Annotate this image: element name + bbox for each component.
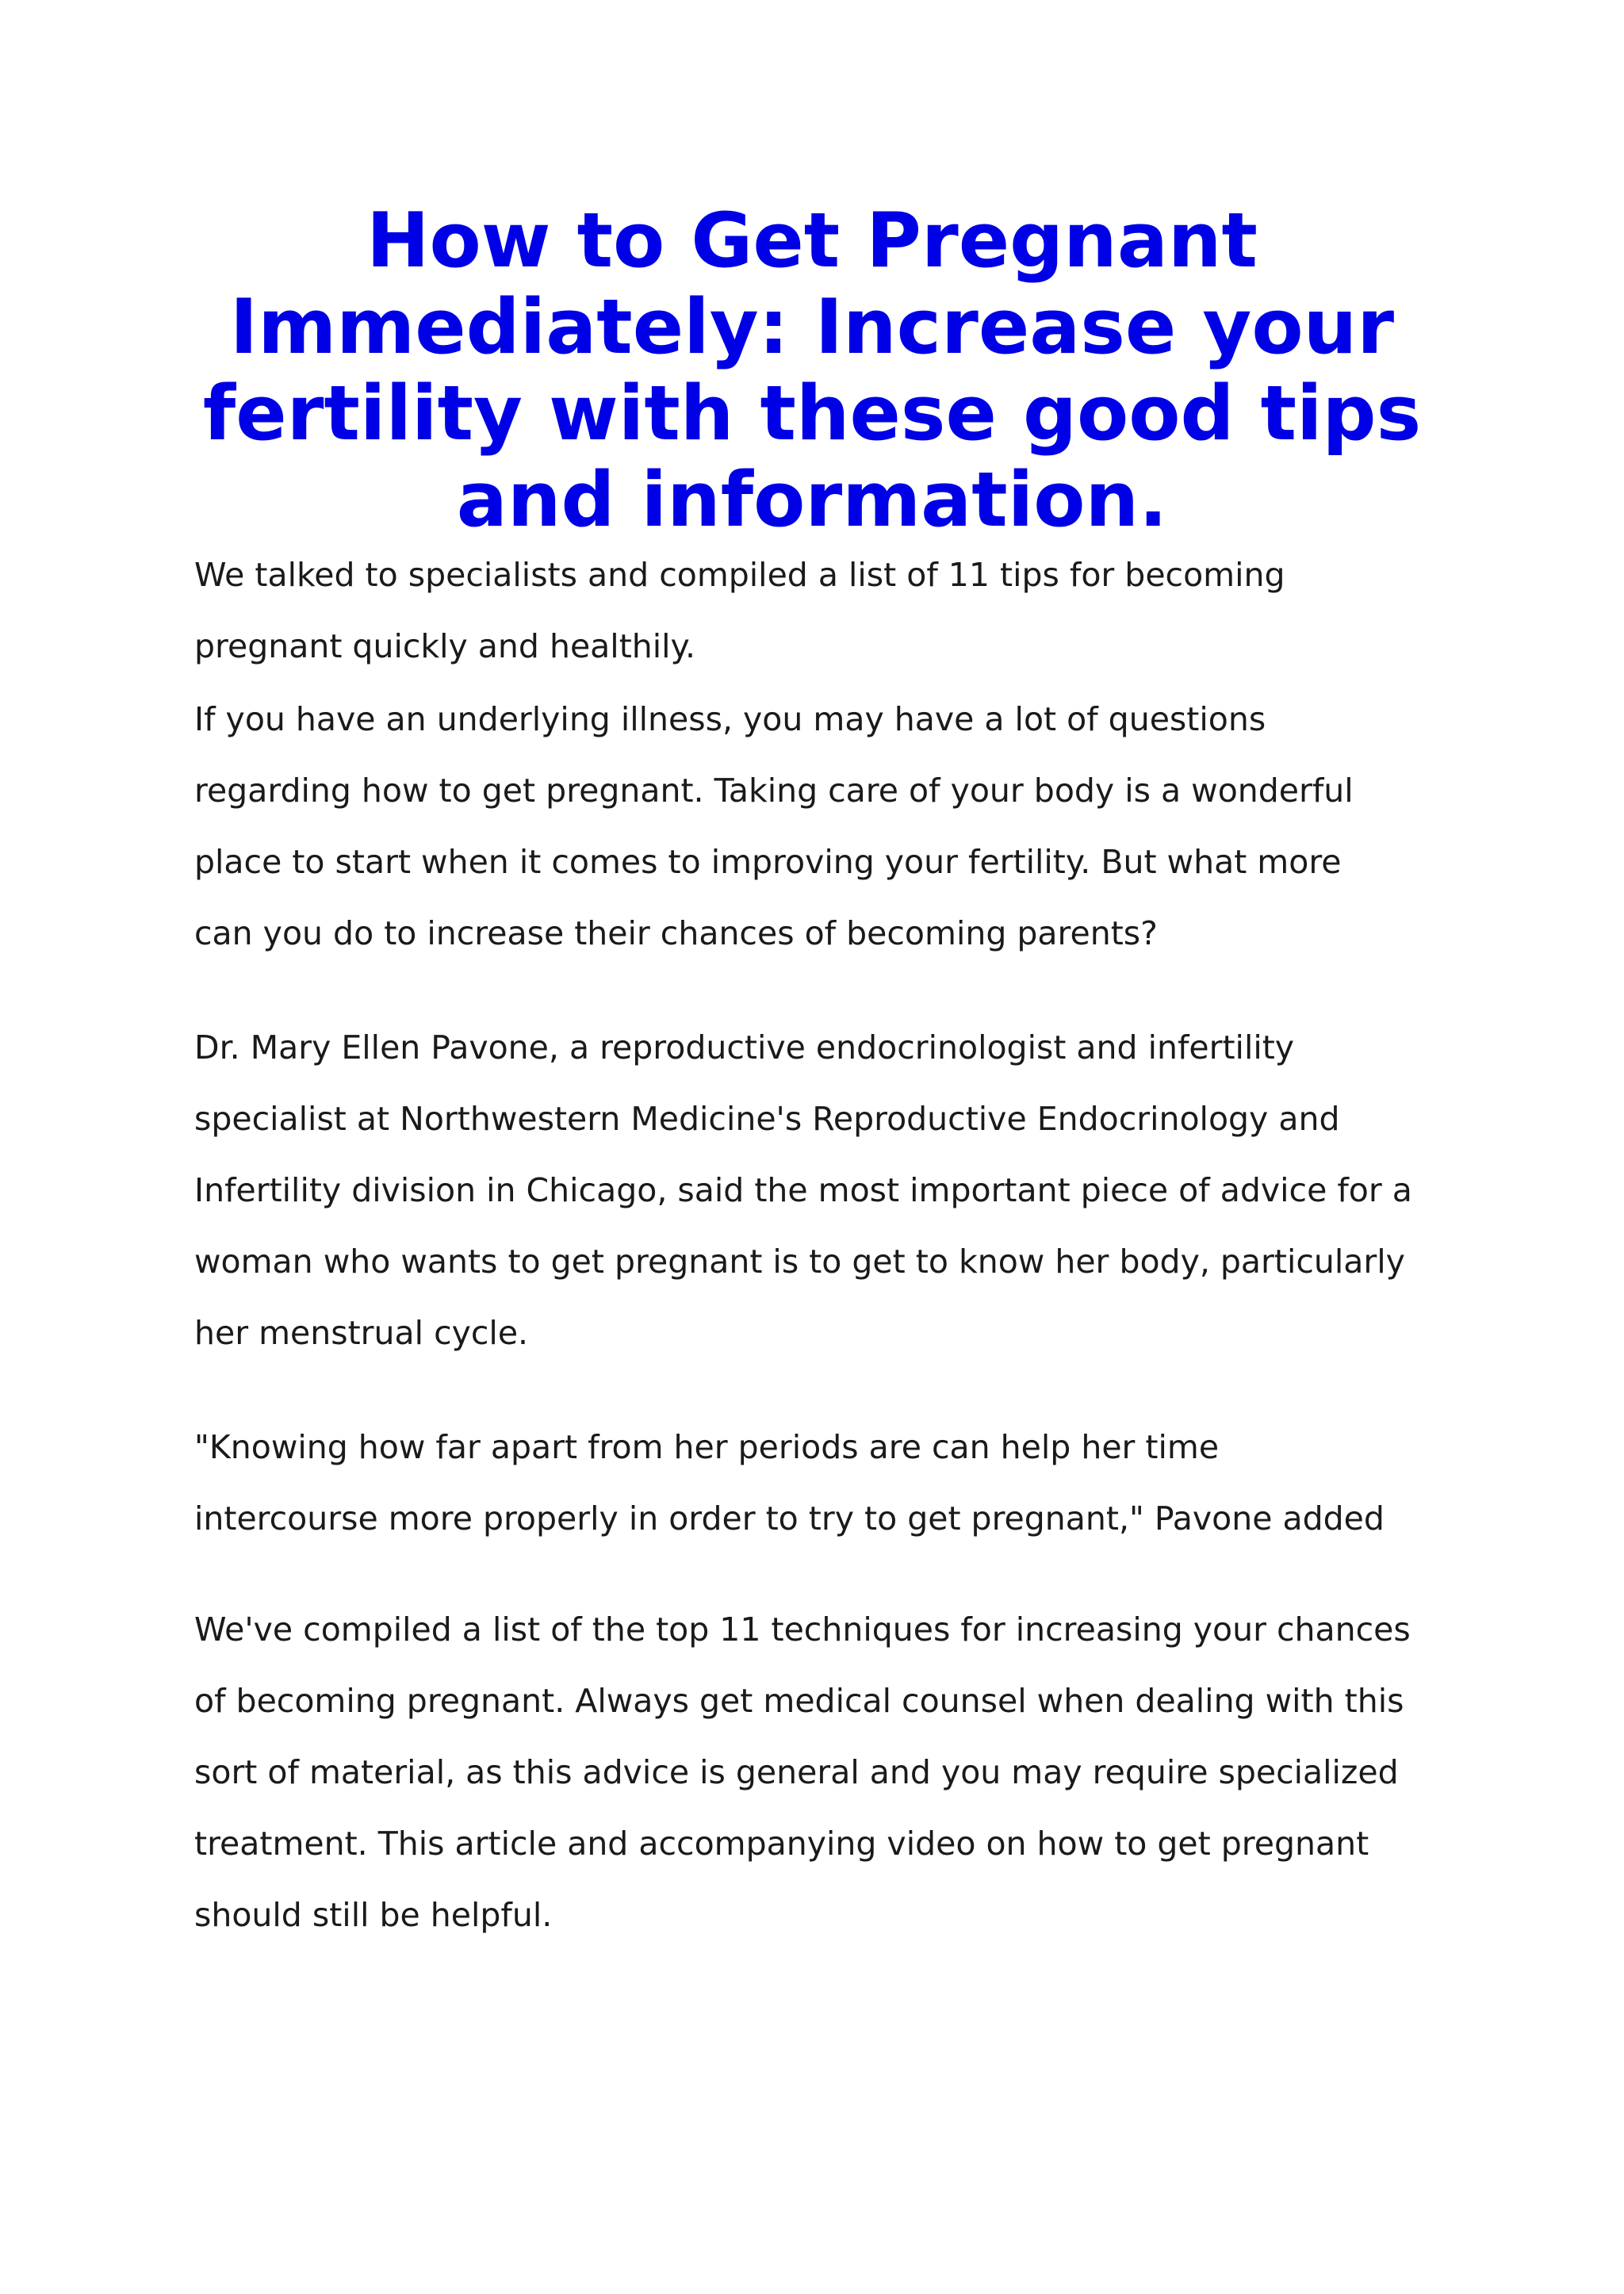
paragraph-underlying-illness: [194, 684, 1455, 969]
page-title: How to Get Pregnant Immediately: Increase your fertility with these good tips and information.: [202, 197, 1422, 544]
text-line: regarding how to get pregnant. Taking care of your body is a wonderful: [194, 772, 1354, 810]
text-line: place to start when it comes to improving your fertility. But what more: [194, 843, 1342, 881]
text-line: intercourse more properly in order to try to get pregnant," Pavone added: [194, 1499, 1385, 1538]
text-line: can you do to increase their chances of becoming parents?: [194, 914, 1158, 952]
paragraph-intro: [194, 539, 1455, 682]
text-line: We've compiled a list of the top 11 techniques for increasing your chances: [194, 1610, 1411, 1649]
text-line: Infertility division in Chicago, said the most important piece of advice for a: [194, 1171, 1412, 1209]
text-line: woman who wants to get pregnant is to get to know her body, particularly: [194, 1243, 1405, 1281]
paragraph-techniques: [194, 1594, 1455, 1951]
text-line: pregnant quickly and healthily.: [194, 627, 695, 665]
text-line: sort of material, as this advice is general and you may require specialized: [194, 1753, 1399, 1791]
text-line: specialist at Northwestern Medicine's Reproductive Endocrinology and: [194, 1100, 1340, 1138]
text-line: If you have an underlying illness, you may have a lot of questions: [194, 700, 1266, 738]
text-line: treatment. This article and accompanying video on how to get pregnant: [194, 1825, 1369, 1863]
paragraph-dr-pavone: [194, 1012, 1455, 1369]
text-line: Dr. Mary Ellen Pavone, a reproductive endocrinologist and infertility: [194, 1028, 1295, 1067]
text-line: "Knowing how far apart from her periods are can help her time: [194, 1428, 1220, 1466]
text-line: her menstrual cycle.: [194, 1314, 529, 1352]
text-line: We talked to specialists and compiled a list of 11 tips for becoming: [194, 556, 1285, 594]
paragraph-quote: [194, 1411, 1455, 1554]
text-line: should still be helpful.: [194, 1896, 553, 1934]
text-line: of becoming pregnant. Always get medical counsel when dealing with this: [194, 1682, 1404, 1720]
